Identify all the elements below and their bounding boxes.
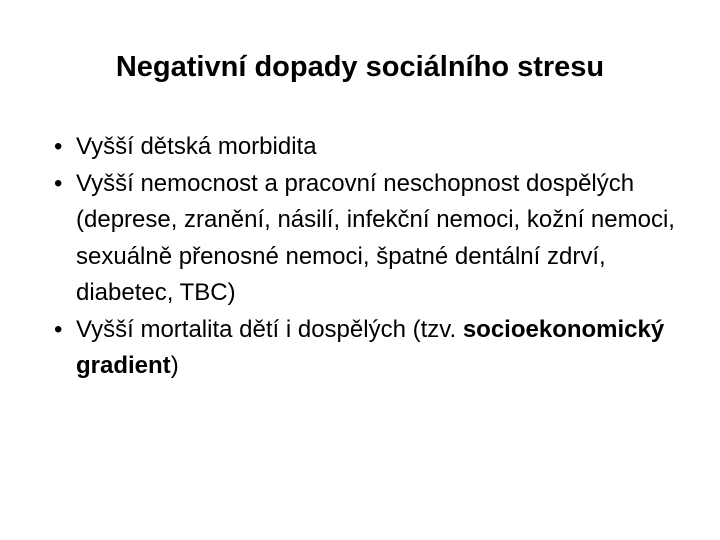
bullet-text: Vyšší mortalita dětí i dospělých (tzv. (76, 315, 463, 343)
bullet-dot-icon: • (54, 133, 63, 160)
bullet-dot-icon: • (54, 315, 63, 343)
bullet-item-children-morbidity (54, 129, 694, 166)
bullet-text: Vyšší nemocnost a pracovní neschopnost dospělých (deprese, zranění, násilí, infekční nemoci, kožní nemoci, sexuálně přenosné nemoci, špatné dentální zdrví, diabetec, TBC) (76, 169, 675, 306)
bullet-bold-term: socioekonomický gradient (76, 315, 665, 379)
bullet-text: Vyšší dětská morbidita (76, 133, 317, 160)
bullet-dot-icon: • (54, 169, 63, 197)
bullet-item-mortality (54, 312, 694, 385)
bullet-text-end: ) (170, 352, 179, 379)
slide-title: Negativní dopady sociálního stresu (115, 51, 605, 83)
bullet-list (54, 129, 694, 385)
bullet-item-adult-morbidity (54, 166, 694, 312)
